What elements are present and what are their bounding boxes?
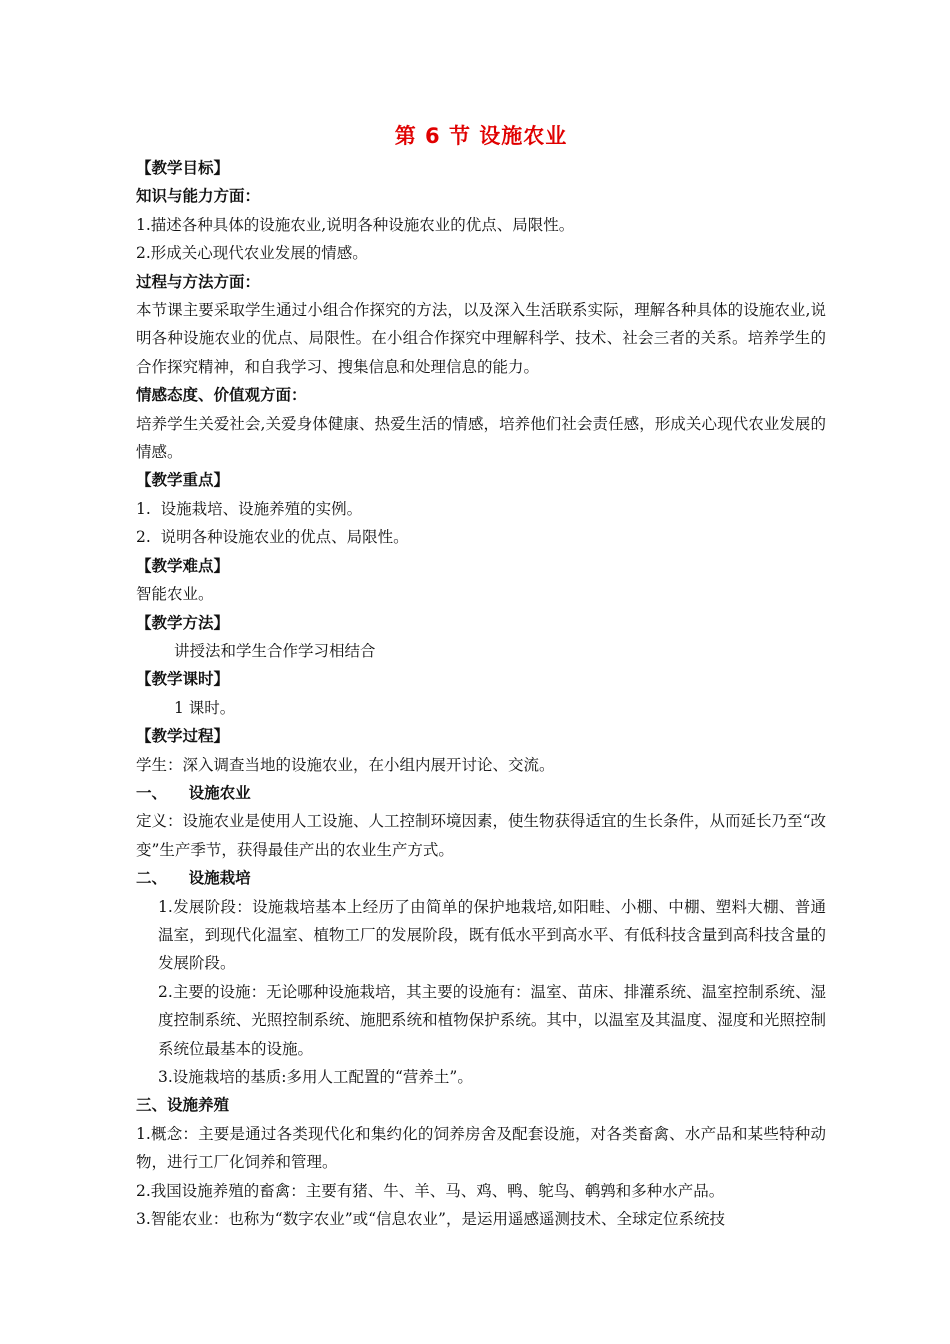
section-heading: 知识与能力方面： [136, 187, 261, 206]
section-heading: 【教学难点】 [136, 556, 230, 575]
section-heading: 【教学重点】 [136, 471, 230, 490]
paragraph: 2. 说明各种设施农业的优点、局限性。 [136, 528, 409, 547]
page-title: 第 6 节 设施农业 [394, 124, 568, 148]
document-page [136, 120, 826, 1233]
section-heading: 【教学过程】 [136, 727, 230, 746]
paragraph: 1.描述各种具体的设施农业,说明各种设施农业的优点、局限性。 [136, 215, 575, 234]
section-heading: 三、设施养殖 [136, 1096, 230, 1115]
paragraph: 1.概念：主要是通过各类现代化和集约化的饲养房舍及配套设施，对各类畜禽、水产品和某些特种动物，进行工厂化饲养和管理。 [136, 1124, 826, 1172]
paragraph: 3.设施栽培的基质:多用人工配置的“营养土”。 [158, 1068, 473, 1086]
document-body [136, 154, 826, 1233]
section-heading: 二、 设施栽培 [136, 869, 251, 888]
section-heading: 情感态度、价值观方面： [136, 386, 307, 405]
paragraph: 1 课时。 [174, 698, 236, 717]
paragraph: 3.智能农业：也称为“数字农业”或“信息农业”，是运用遥感遥测技术、全球定位系统技 [136, 1210, 725, 1229]
paragraph: 学生：深入调查当地的设施农业，在小组内展开讨论、交流。 [136, 755, 555, 774]
paragraph: 智能农业。 [136, 585, 214, 604]
section-heading: 一、 设施农业 [136, 783, 251, 802]
paragraph: 2.形成关心现代农业发展的情感。 [136, 244, 368, 263]
section-heading: 【教学方法】 [136, 613, 230, 632]
paragraph: 2.主要的设施：无论哪种设施栽培，其主要的设施有：温室、苗床、排灌系统、温室控制系统、湿度控制系统、光照控制系统、施肥系统和植物保护系统。其中，以温室及其温度、湿度和光照控制系统位最基本的设施。 [158, 982, 826, 1058]
paragraph: 讲授法和学生合作学习相结合 [174, 641, 376, 660]
section-heading: 【教学课时】 [136, 670, 230, 689]
paragraph: 本节课主要采取学生通过小组合作探究的方法，以及深入生活联系实际，理解各种具体的设施农业,说明各种设施农业的优点、局限性。在小组合作探究中理解科学、技术、社会三者的关系。培养学生的合作探究精神，和自我学习、搜集信息和处理信息的能力。 [136, 301, 826, 376]
paragraph: 2.我国设施养殖的畜禽：主要有猪、牛、羊、马、鸡、鸭、鸵鸟、鹌鹑和多种水产品。 [136, 1181, 725, 1200]
paragraph: 培养学生关爱社会,关爱身体健康、热爱生活的情感，培养他们社会责任感，形成关心现代农业发展的情感。 [136, 414, 826, 462]
paragraph: 定义：设施农业是使用人工设施、人工控制环境因素，使生物获得适宜的生长条件，从而延长乃至“改变”生产季节，获得最佳产出的农业生产方式。 [136, 812, 826, 859]
section-heading: 过程与方法方面： [136, 272, 261, 291]
paragraph: 1.发展阶段：设施栽培基本上经历了由简单的保护地栽培,如阳畦、小棚、中棚、塑料大棚、普通温室，到现代化温室、植物工厂的发展阶段，既有低水平到高水平、有低科技含量到高科技含量的发展阶段。 [158, 897, 826, 973]
section-heading: 【教学目标】 [136, 159, 230, 177]
paragraph: 1. 设施栽培、设施养殖的实例。 [136, 499, 363, 518]
